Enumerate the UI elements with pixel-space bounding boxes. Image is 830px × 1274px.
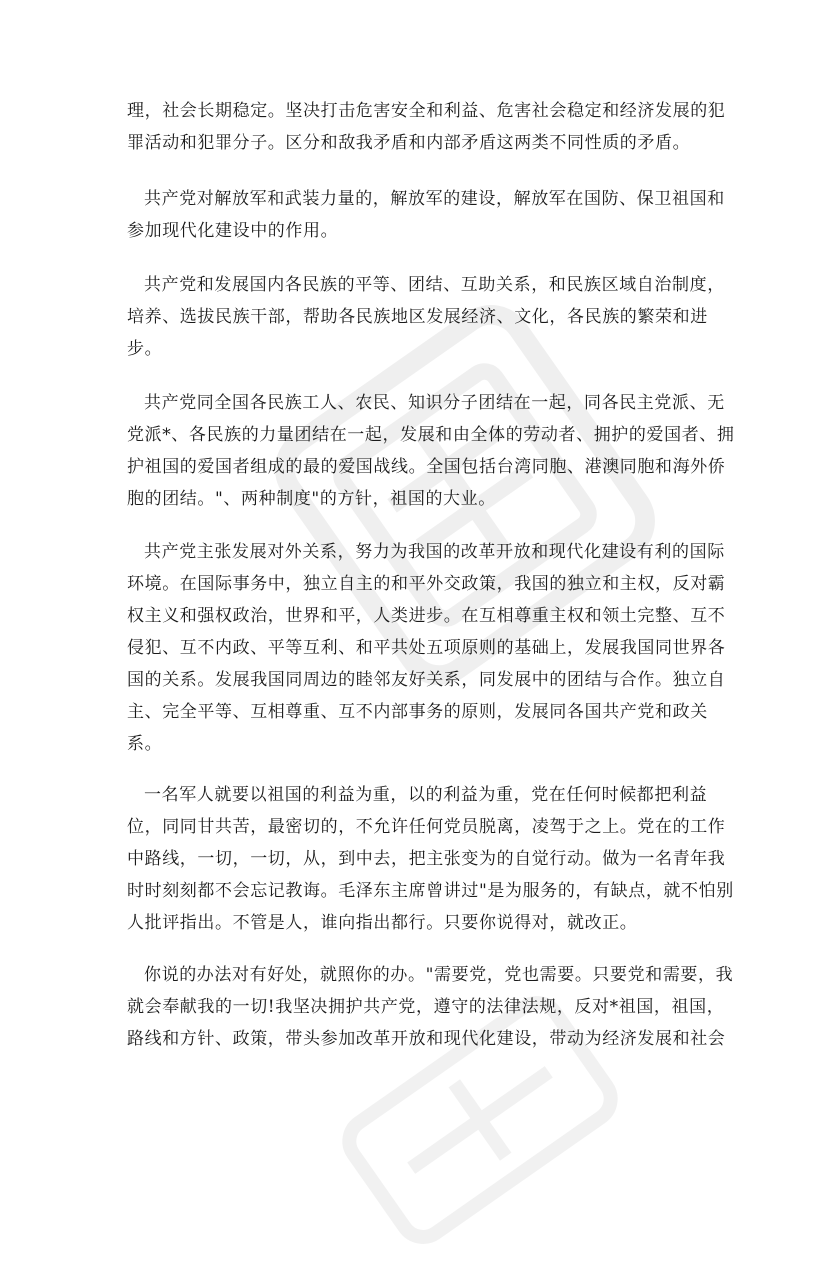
text-line: 环境。在国际事务中，独立自主的和平外交政策，我国的独立和主权，反对霸: [127, 574, 726, 594]
text-line: 你说的办法对有好处，就照你的办。"需要党，党也需要。只要党和需要，我: [144, 965, 734, 985]
text-line: 中路线，一切，一切，从，到中去，把主张变为的自觉行动。做为一名青年我: [127, 849, 726, 869]
text-line: 罪活动和犯罪分子。区分和敌我矛盾和内部矛盾这两类不同性质的矛盾。: [127, 133, 691, 153]
paragraph-4: [127, 387, 735, 515]
text-line: 人批评指出。不管是人，谁向指出都行。只要你说得对，就改正。: [127, 913, 638, 933]
text-line: 位，同同甘共苦，最密切的，不允许任何党员脱离，凌驾于之上。党在的工作: [127, 817, 726, 837]
text-line: 共产党主张发展对外关系，努力为我国的改革开放和现代化建设有利的国际: [144, 542, 725, 562]
text-line: 系。: [127, 734, 163, 754]
paragraph-6: [127, 779, 734, 939]
text-line: 路线和方针、政策，带头参加改革开放和现代化建设，带动为经济发展和社会: [127, 1029, 726, 1049]
text-line: 主、完全平等、互相尊重、互不内部事务的原则，发展同各国共产党和政关: [127, 702, 708, 722]
text-line: 时时刻刻都不会忘记教诲。毛泽东主席曾讲过"是为服务的，有缺点，就不怕别: [127, 881, 734, 901]
text-line: 培养、选拔民族干部，帮助各民族地区发展经济、文化，各民族的繁荣和进: [127, 307, 708, 327]
text-line: 党派*、各民族的力量团结在一起，发展和由全体的劳动者、拥护的爱国者、拥: [127, 425, 735, 445]
text-line: 步。: [127, 339, 163, 359]
text-line: 权主义和强权政治，世界和平，人类进步。在互相尊重主权和领土完整、互不: [127, 606, 726, 626]
paragraph-3: [127, 269, 725, 365]
text-line: 就会奉献我的一切!我坚决拥护共产党，遵守的法律法规，反对*祖国，祖国，: [127, 997, 725, 1017]
text-line: 国的关系。发展我国同周边的睦邻友好关系，同发展中的团结与合作。独立自: [127, 670, 726, 690]
paragraph-1: [127, 95, 726, 159]
paragraph-5: [127, 536, 726, 760]
text-line: 护祖国的爱国者组成的最的爱国战线。全国包括台湾同胞、港澳同胞和海外侨: [127, 457, 726, 477]
text-line: 一名军人就要以祖国的利益为重，以的利益为重，党在任何时候都把利益: [144, 785, 708, 805]
text-line: 侵犯、互不内政、平等互利、和平共处五项原则的基础上，发展我国同世界各: [127, 638, 726, 658]
text-line: 共产党同全国各民族工人、农民、知识分子团结在一起，同各民主党派、无: [144, 393, 725, 413]
paragraph-7: [127, 959, 734, 1055]
text-line: 参加现代化建设中的作用。: [127, 221, 339, 241]
text-line: 胞的团结。"、两种制度"的方针，祖国的大业。: [127, 489, 496, 509]
paragraph-2: [127, 183, 725, 247]
text-line: 共产党对解放军和武装力量的，解放军的建设，解放军在国防、保卫祖国和: [144, 189, 725, 209]
text-line: 理，社会长期稳定。坚决打击危害安全和利益、危害社会稳定和经济发展的犯: [127, 101, 726, 121]
text-line: 共产党和发展国内各民族的平等、团结、互助关系，和民族区域自治制度，: [144, 275, 725, 295]
